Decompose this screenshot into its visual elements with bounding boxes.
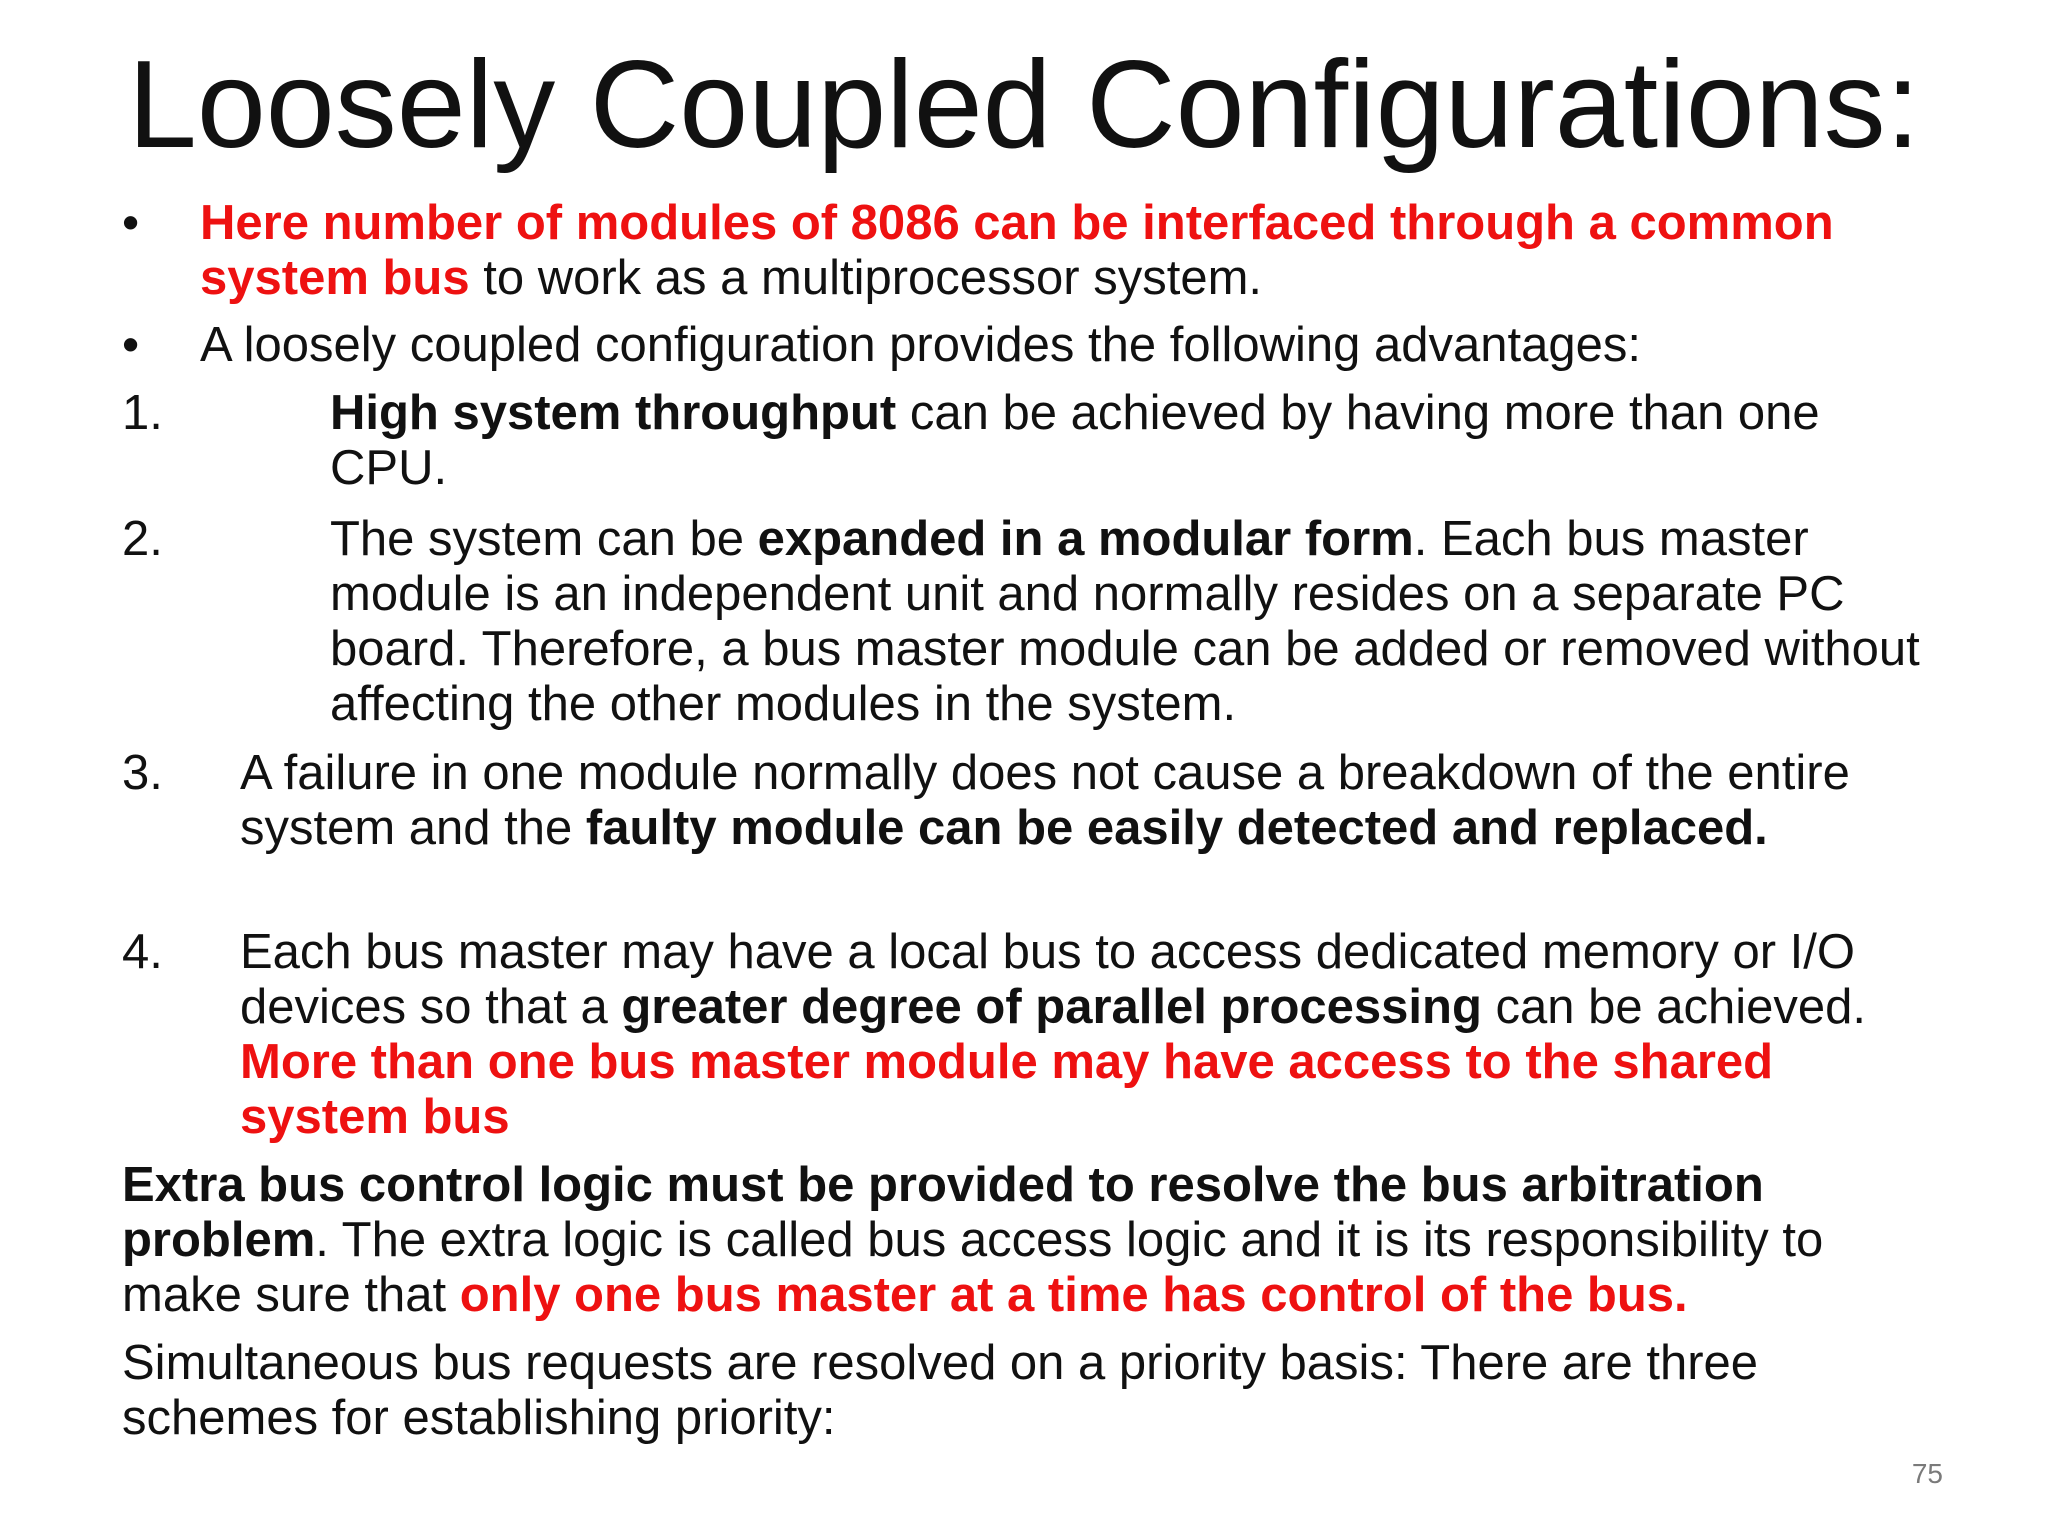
slide-title: Loosely Coupled Configurations:	[127, 36, 1921, 174]
paragraph-arbitration	[122, 1158, 1932, 1323]
bullet-item-2	[200, 318, 1940, 373]
bullet-1-text: to work as a multiprocessor system.	[469, 251, 1263, 305]
paragraph-2-text: Simultaneous bus requests are resolved on a priority basis: There are three schemes for establishing priority:	[122, 1336, 1759, 1445]
bullet-item-1	[200, 196, 1900, 306]
item-4-text-a: Each bus master may have a local bus to access dedicated memory or I/O devices so that a	[240, 925, 1856, 1034]
numbered-item-3	[240, 746, 1860, 856]
numbered-item-1	[330, 386, 1930, 496]
item-3-bold: faulty module can be easily detected and replaced.	[585, 801, 1768, 855]
item-1-text: can be achieved by having more than one CPU.	[330, 386, 1820, 495]
list-number-1: 1.	[122, 386, 163, 440]
item-4-red: More than one bus master module may have access to the shared system bus	[240, 1035, 1774, 1144]
numbered-item-4	[240, 925, 1880, 1145]
bullet-marker: •	[122, 196, 140, 250]
paragraph-1-red: only one bus master at a time has control of the bus.	[459, 1268, 1688, 1322]
numbered-item-2	[330, 512, 1930, 732]
bullet-1-red-text: Here number of modules of 8086 can be interfaced through a common system bus	[200, 196, 1834, 305]
item-2-bold: expanded in a modular form	[757, 512, 1414, 566]
item-4-text-b: can be achieved.	[1481, 980, 1866, 1034]
paragraph-priority	[122, 1336, 1892, 1446]
item-4-bold: greater degree of parallel processing	[621, 980, 1482, 1034]
bullet-marker: •	[122, 318, 140, 372]
paragraph-1-bold: Extra bus control logic must be provided to resolve the bus arbitration problem	[122, 1158, 1764, 1267]
item-2-text-b: . Each bus master module is an independent unit and normally resides on a separate PC board. Therefore, a bus master module can be added or removed without affecting the other modules in the system.	[330, 512, 1920, 731]
list-number-2: 2.	[122, 512, 163, 566]
list-number-3: 3.	[122, 746, 163, 800]
paragraph-1-text: . The extra logic is called bus access logic and it is its responsibility to make sure that	[122, 1213, 1824, 1322]
item-3-text: A failure in one module normally does not cause a breakdown of the entire system and the	[240, 746, 1850, 855]
bullet-2-text: A loosely coupled configuration provides the following advantages:	[200, 318, 1642, 372]
item-2-text-a: The system can be	[330, 512, 758, 566]
list-number-4: 4.	[122, 925, 163, 979]
item-1-bold: High system throughput	[330, 386, 897, 440]
page-number: 75	[1911, 1458, 1943, 1489]
